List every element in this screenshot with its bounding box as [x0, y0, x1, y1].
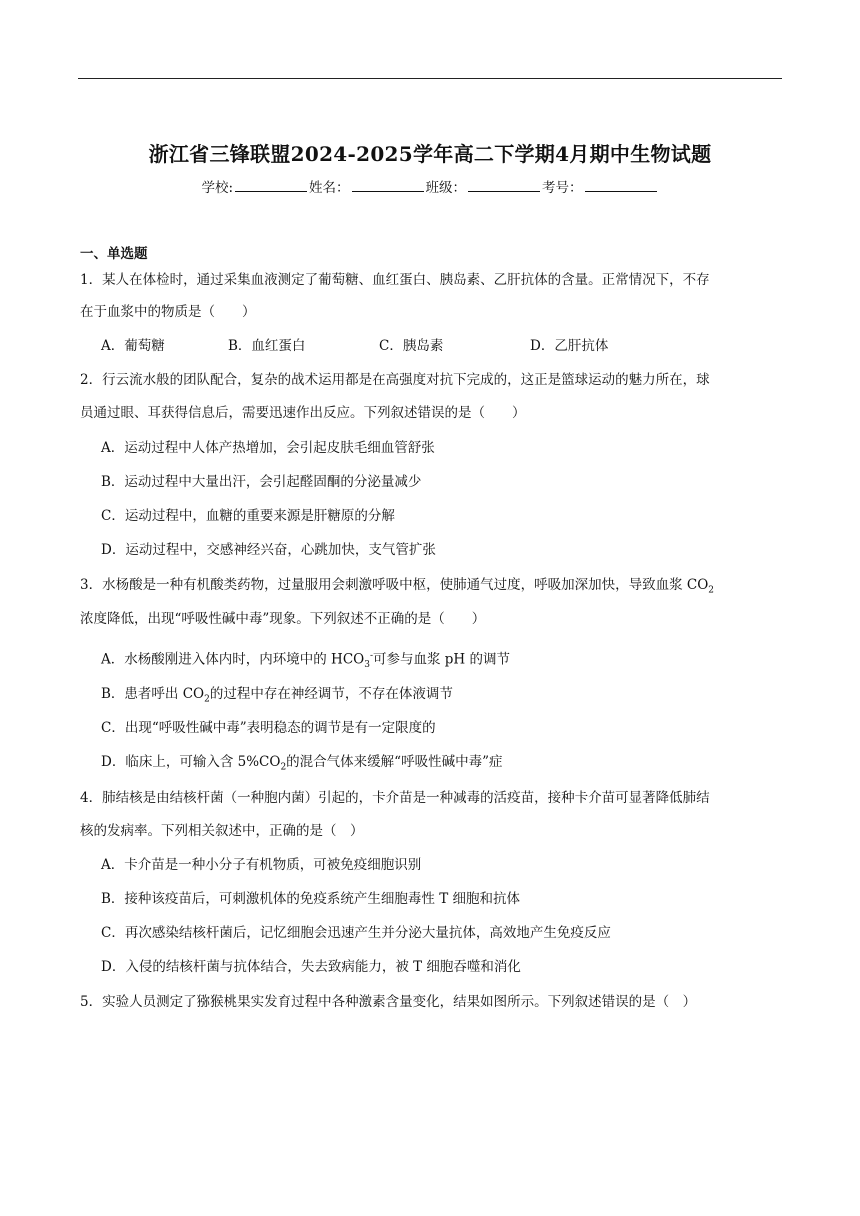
- q3-option-d-text: D．临床上，可输入含 5%CO: [101, 754, 281, 770]
- q4-stem-line2: 核的发病率。下列相关叙述中，正确的是（ ）: [80, 823, 364, 839]
- q3-option-a-text-end: 可参与血浆 pH 的调节: [373, 651, 510, 668]
- q3-stem-line2: 浓度降低，出现“呼吸性碱中毒”现象。下列叙述不正确的是（ ）: [80, 611, 486, 627]
- q3-option-c[interactable]: C．出现“呼吸性碱中毒”表明稳态的调节是有一定限度的: [101, 720, 436, 736]
- q4-option-d[interactable]: D．入侵的结核杆菌与抗体结合，失去致病能力，被 T 细胞吞噬和消化: [101, 959, 521, 975]
- page-title: 浙江省三锋联盟2024-2025学年高二下学期4月期中生物试题: [148, 142, 712, 166]
- q1-option-a[interactable]: A．葡萄糖: [101, 338, 165, 354]
- q3-option-d[interactable]: [101, 752, 502, 778]
- q3-hco3-superscript: -: [369, 651, 373, 661]
- q3-option-a-text: A．水杨酸刚进入体内时，内环境中的 HCO: [101, 651, 365, 668]
- q2-stem-line2: 员通过眼、耳获得信息后，需要迅速作出反应。下列叙述错误的是（ ）: [80, 405, 526, 421]
- class-label: 班级：: [425, 180, 467, 196]
- q2-option-c[interactable]: C．运动过程中，血糖的重要来源是肝糖原的分解: [101, 508, 395, 524]
- q3-stem-line1: [80, 575, 782, 601]
- name-blank[interactable]: [352, 178, 424, 192]
- q5-stem-line1: 5．实验人员测定了猕猴桃果实发育过程中各种激素含量变化，结果如图所示。下列叙述错误的是（ ）: [80, 994, 697, 1010]
- q3-co2-subscript: 2: [708, 585, 715, 596]
- exam-no-blank[interactable]: [585, 178, 657, 192]
- q3-option-a[interactable]: [101, 646, 510, 675]
- q2-option-a[interactable]: A．运动过程中人体产热增加，会引起皮肤毛细血管舒张: [101, 440, 435, 456]
- q4-stem-line1: 4．肺结核是由结核杆菌（一种胞内菌）引起的，卡介苗是一种减毒的活疫苗，接种卡介苗可显著降低肺结: [80, 790, 710, 806]
- q4-option-c[interactable]: C．再次感染结核杆菌后，记忆细胞会迅速产生并分泌大量抗体，高效地产生免疫反应: [101, 925, 611, 941]
- school-label: 学校:: [201, 180, 234, 196]
- q1-option-c[interactable]: C．胰岛素: [379, 338, 444, 354]
- q3-option-b-subscript: 2: [204, 694, 210, 705]
- class-blank[interactable]: [468, 178, 540, 192]
- exam-no-label: 考号：: [542, 180, 583, 196]
- q2-option-b[interactable]: B．运动过程中大量出汗，会引起醛固酮的分泌量减少: [101, 474, 422, 490]
- header-rule: [78, 78, 782, 79]
- q3-option-b-text-end: 的过程中存在神经调节，不存在体液调节: [209, 686, 453, 702]
- q2-stem-line1: 2．行云流水般的团队配合，复杂的战术运用都是在高强度对抗下完成的，这正是篮球运动的魅力所在，球: [80, 372, 710, 388]
- q3-option-d-subscript: 2: [280, 762, 287, 773]
- q3-stem-line1-text: 3．水杨酸是一种有机酸类药物，过量服用会刺激呼吸中枢，使肺通气过度，呼吸加深加快，导致血浆 CO: [80, 577, 709, 593]
- student-info-line: [0, 176, 860, 196]
- q1-stem-line1: 1．某人在体检时，通过采集血液测定了葡萄糖、血红蛋白、胰岛素、乙肝抗体的含量。正常情况下，不存: [80, 272, 710, 288]
- q2-option-d[interactable]: D．运动过程中，交感神经兴奋，心跳加快，支气管扩张: [101, 542, 436, 558]
- q4-option-b[interactable]: B．接种该疫苗后，可刺激机体的免疫系统产生细胞毒性 T 细胞和抗体: [101, 891, 521, 907]
- q3-option-d-text-end: 的混合气体来缓解“呼吸性碱中毒”症: [286, 754, 503, 770]
- q3-hco3-subscript: 3: [364, 660, 370, 671]
- q4-option-a[interactable]: A．卡介苗是一种小分子有机物质，可被免疫细胞识别: [101, 857, 422, 873]
- section-title: 一、单选题: [80, 246, 148, 262]
- name-label: 姓名：: [309, 180, 350, 196]
- q3-option-b-text: B．患者呼出 CO: [101, 686, 205, 702]
- q1-option-b[interactable]: B．血红蛋白: [228, 338, 306, 354]
- q3-option-b[interactable]: [101, 684, 453, 710]
- school-blank[interactable]: [235, 178, 307, 192]
- q1-option-d[interactable]: D．乙肝抗体: [530, 338, 609, 354]
- q1-stem-line2: 在于血浆中的物质是（ ）: [80, 304, 256, 320]
